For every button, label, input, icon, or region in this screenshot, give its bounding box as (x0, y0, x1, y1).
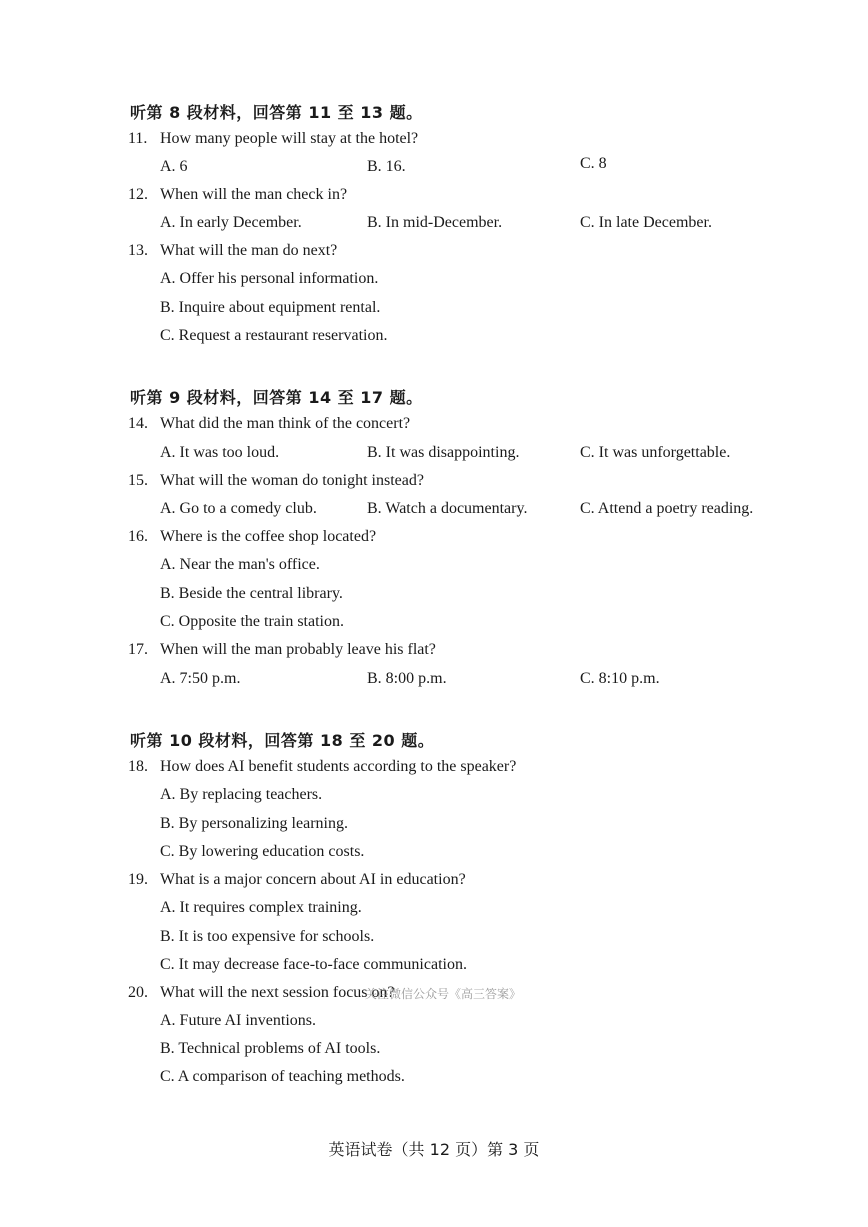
option-a: A. It requires complex training. (160, 899, 362, 916)
question-text: When will the man probably leave his flat? (160, 641, 436, 658)
option-a: A. In early December. (160, 214, 302, 231)
option-b: B. Beside the central library. (160, 585, 343, 602)
option-b: B. It is too expensive for schools. (160, 928, 375, 945)
question-text: What will the man do next? (160, 242, 338, 259)
page-footer: 英语试卷（共 12 页）第 3 页 (328, 1140, 540, 1159)
question-number: 16. (128, 528, 148, 545)
question-text: Where is the coffee shop located? (160, 528, 377, 545)
option-b: B. Inquire about equipment rental. (160, 299, 381, 316)
section-title: 听第 9 段材料，回答第 14 至 17 题。 (130, 388, 423, 407)
question-text: What did the man think of the concert? (160, 415, 411, 432)
question-number: 19. (128, 871, 148, 888)
option-a: A. 7:50 p.m. (160, 670, 241, 687)
option-c: C. By lowering education costs. (160, 843, 365, 860)
option-c: C. Request a restaurant reservation. (160, 327, 388, 344)
option-c: C. Opposite the train station. (160, 613, 344, 630)
question-18 (0, 758, 868, 780)
question-number: 14. (128, 415, 148, 432)
question-number: 12. (128, 186, 148, 203)
option-a: A. Go to a comedy club. (160, 500, 317, 517)
question-number: 15. (128, 472, 148, 489)
option-a: A. It was too loud. (160, 444, 280, 461)
option-c: C. A comparison of teaching methods. (160, 1068, 405, 1085)
section-title: 听第 10 段材料，回答第 18 至 20 题。 (130, 731, 435, 750)
question-number: 13. (128, 242, 148, 259)
option-b: B. It was disappointing. (367, 444, 520, 461)
question-16 (0, 528, 868, 550)
question-11 (0, 130, 868, 152)
option-c: C. Attend a poetry reading. (580, 500, 754, 517)
option-b: B. In mid-December. (367, 214, 503, 231)
option-c: C. 8 (580, 155, 607, 172)
section-title: 听第 8 段材料，回答第 11 至 13 题。 (130, 103, 423, 122)
option-c: C. It was unforgettable. (580, 444, 731, 461)
option-a: A. 6 (160, 158, 188, 175)
option-b: B. Technical problems of AI tools. (160, 1040, 381, 1057)
question-text: What will the next session focus on? (160, 984, 395, 1001)
question-number: 11. (128, 130, 148, 147)
question-text: When will the man check in? (160, 186, 348, 203)
option-c: C. In late December. (580, 214, 712, 231)
question-text: How many people will stay at the hotel? (160, 130, 419, 147)
option-b: B. 8:00 p.m. (367, 670, 447, 687)
option-c: C. It may decrease face-to-face communication. (160, 956, 467, 973)
question-number: 17. (128, 641, 148, 658)
question-number: 18. (128, 758, 148, 775)
question-15 (0, 472, 868, 494)
question-text: What is a major concern about AI in education? (160, 871, 466, 888)
option-a: A. Near the man's office. (160, 556, 320, 573)
option-a: A. By replacing teachers. (160, 786, 323, 803)
question-19 (0, 871, 868, 893)
question-number: 20. (128, 984, 148, 1001)
option-b: B. 16. (367, 158, 406, 175)
option-b: B. Watch a documentary. (367, 500, 528, 517)
option-a: A. Offer his personal information. (160, 270, 379, 287)
question-12 (0, 186, 868, 208)
question-13 (0, 242, 868, 264)
question-text: What will the woman do tonight instead? (160, 472, 424, 489)
option-b: B. By personalizing learning. (160, 815, 348, 832)
question-17 (0, 641, 868, 663)
question-14 (0, 415, 868, 437)
option-a: A. Future AI inventions. (160, 1012, 316, 1029)
question-text: How does AI benefit students according to the speaker? (160, 758, 517, 775)
option-c: C. 8:10 p.m. (580, 670, 660, 687)
watermark: 关注微信公众号《高三答案》 (365, 987, 522, 1001)
